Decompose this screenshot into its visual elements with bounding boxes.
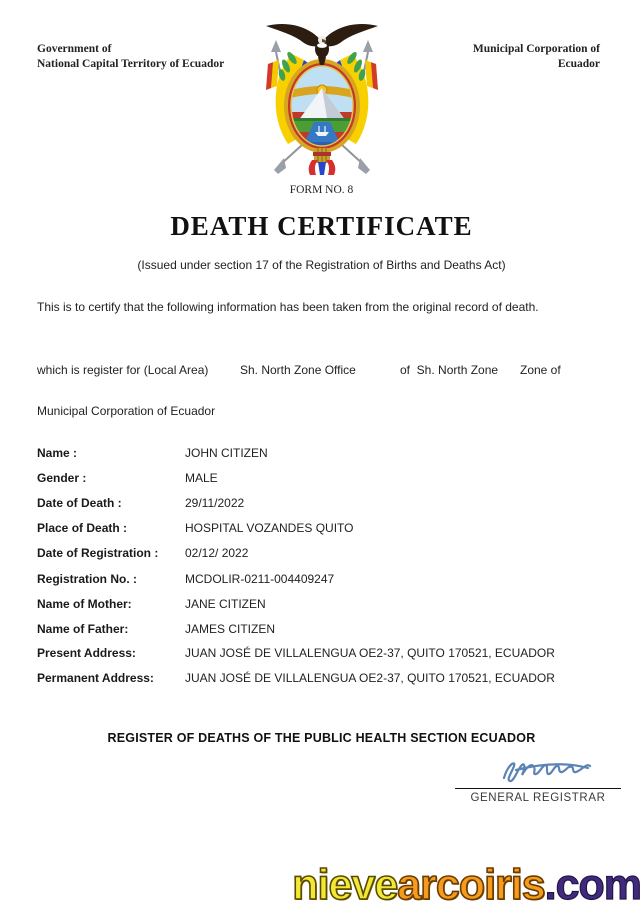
registrar-signature-icon bbox=[500, 756, 595, 786]
issuing-authority-left-line1: Government of bbox=[37, 43, 112, 55]
field-value: HOSPITAL VOZANDES QUITO bbox=[185, 521, 354, 535]
field-value: MCDOLIR-0211-004409247 bbox=[185, 572, 335, 586]
field-row-registration-no bbox=[0, 572, 643, 590]
signature-line bbox=[455, 788, 621, 789]
certificate-subtitle: (Issued under section 17 of the Registration of Births and Deaths Act) bbox=[137, 258, 506, 272]
field-label: Present Address: bbox=[37, 646, 136, 660]
field-row-name bbox=[0, 446, 643, 464]
field-label: Name : bbox=[37, 446, 78, 460]
field-row-present-address bbox=[0, 646, 643, 664]
register-of-deaths-heading: REGISTER OF DEATHS OF THE PUBLIC HEALTH SECTION ECUADOR bbox=[107, 731, 536, 745]
field-row-mother-name bbox=[0, 597, 643, 615]
issuing-authority-left-line2: National Capital Territory of Ecuador bbox=[37, 58, 225, 70]
certificate-title: DEATH CERTIFICATE bbox=[170, 211, 473, 241]
field-label: Gender : bbox=[37, 471, 87, 485]
watermark-nievearcoiris bbox=[292, 861, 641, 909]
field-value: 02/12/ 2022 bbox=[185, 546, 249, 560]
field-label: Name of Mother: bbox=[37, 597, 132, 611]
field-row-date-of-registration bbox=[0, 546, 643, 564]
field-value: JOHN CITIZEN bbox=[185, 446, 268, 460]
issuing-authority-right-line2: Ecuador bbox=[557, 58, 600, 70]
field-row-date-of-death bbox=[0, 496, 643, 514]
field-label: Registration No. : bbox=[37, 572, 138, 586]
registrar-title: GENERAL REGISTRAR bbox=[470, 792, 606, 804]
register-area-label: which is register for (Local Area) bbox=[37, 363, 209, 377]
register-corporation-line: Municipal Corporation of Ecuador bbox=[37, 404, 216, 418]
register-zone-of-label: Zone of bbox=[520, 363, 561, 377]
field-label: Permanent Address: bbox=[37, 671, 154, 685]
field-value: JUAN JOSÉ DE VILLALENGUA OE2-37, QUITO 170521, ECUADOR bbox=[185, 671, 555, 685]
issuing-authority-right-line1: Municipal Corporation of bbox=[472, 43, 600, 55]
certify-statement: This is to certify that the following information has been taken from the original record of death. bbox=[37, 300, 539, 314]
watermark-part-com: .com bbox=[544, 861, 641, 909]
watermark-part-nieve: nieve bbox=[292, 861, 398, 909]
ecuador-coat-of-arms-icon bbox=[252, 18, 392, 181]
field-label: Place of Death : bbox=[37, 521, 128, 535]
field-label: Name of Father: bbox=[37, 622, 129, 636]
field-value: JAMES CITIZEN bbox=[185, 622, 276, 636]
field-value: JANE CITIZEN bbox=[185, 597, 266, 611]
field-row-father-name bbox=[0, 622, 643, 640]
issuing-authority-left bbox=[37, 42, 224, 72]
register-office-value: Sh. North Zone Office bbox=[240, 363, 356, 377]
field-row-gender bbox=[0, 471, 643, 489]
form-number: FORM NO. 8 bbox=[289, 184, 354, 196]
field-value: MALE bbox=[185, 471, 218, 485]
field-row-place-of-death bbox=[0, 521, 643, 539]
signature-block bbox=[455, 756, 621, 804]
register-zone-value: of Sh. North Zone bbox=[400, 363, 499, 377]
field-label: Date of Death : bbox=[37, 496, 122, 510]
field-label: Date of Registration : bbox=[37, 546, 159, 560]
watermark-part-arcoiris: arcoiris bbox=[397, 861, 545, 909]
field-row-permanent-address bbox=[0, 671, 643, 689]
field-value: 29/11/2022 bbox=[185, 496, 245, 510]
field-value: JUAN JOSÉ DE VILLALENGUA OE2-37, QUITO 170521, ECUADOR bbox=[185, 646, 555, 660]
issuing-authority-right bbox=[473, 42, 600, 72]
